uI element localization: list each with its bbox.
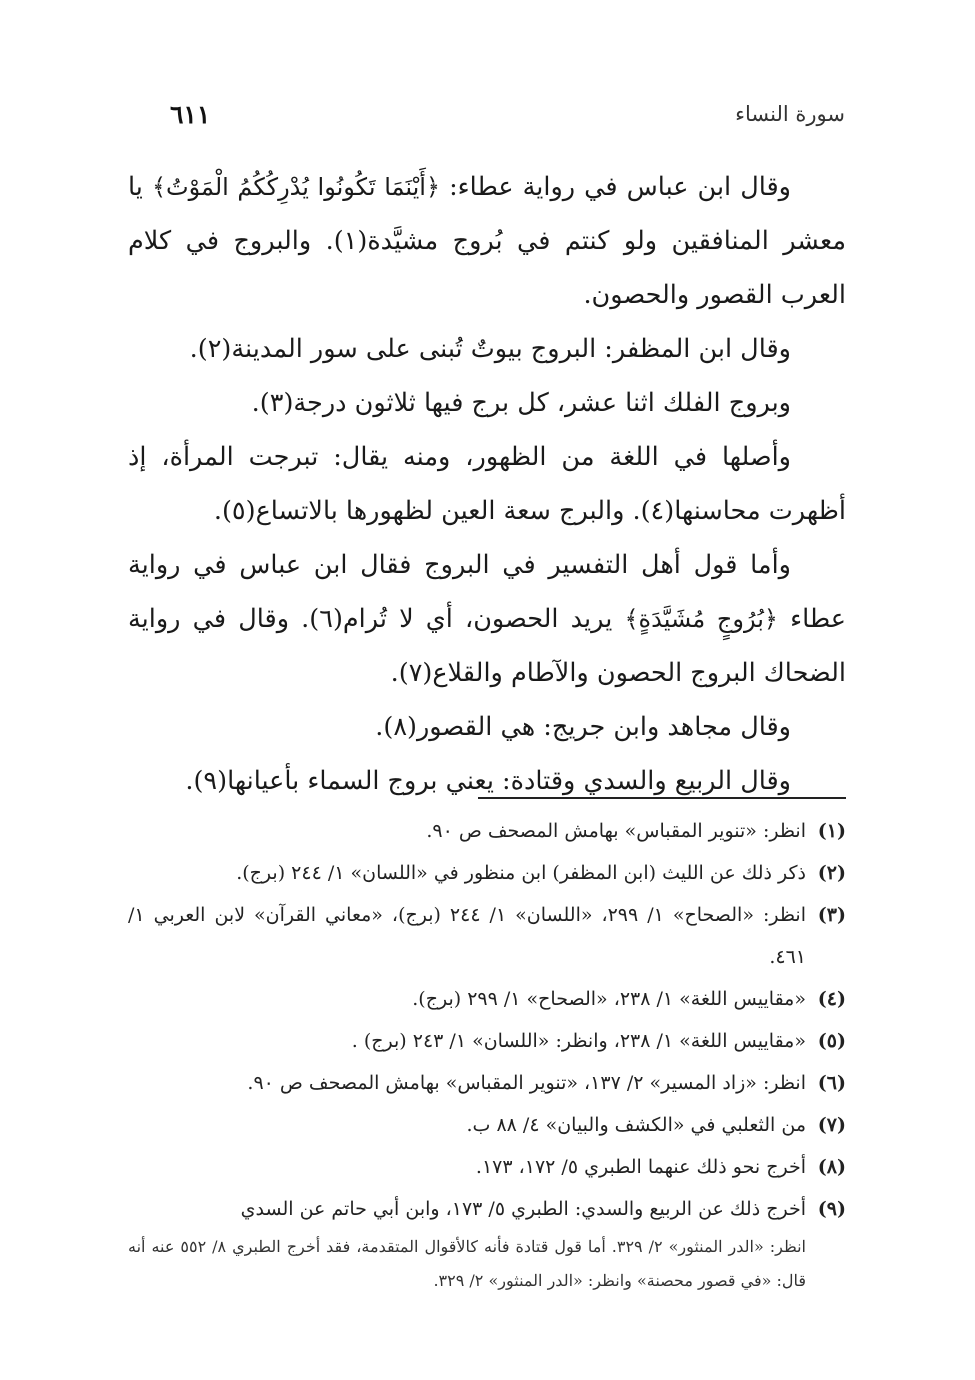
footnote-2: (٢) ذكر ذلك عن الليث (ابن المظفر) ابن منظور في «اللسان» ١/ ٢٤٤ (برج). <box>236 862 846 884</box>
footnote-8: (٨) أخرج نحو ذلك عنهما الطبري ٥/ ١٧٢، ١٧٣. <box>475 1156 846 1178</box>
paragraph-4: وأصلها في اللغة من الظهور، ومنه يقال: تبرجت المرأة، إذ أظهرت محاسنها(٤). والبرج سعة العين لظهورها بالاتساع(٥). <box>128 442 846 526</box>
footnote-4: (٤) «مقاييس اللغة» ١/ ٢٣٨، «الصحاح» ١/ ٢٩٩ (برج). <box>412 988 846 1010</box>
paragraph-7: وقال الربيع والسدي وقتادة: يعني بروج السماء بأعيانها(٩). <box>185 766 791 796</box>
quran-verse: ﴿بُرُوجٍ مُشَيَّدَةٍ﴾ <box>624 605 778 633</box>
footnotes <box>128 810 846 1298</box>
footnote-3: (٣) انظر: «الصحاح» ١/ ٢٩٩، «اللسان» ١/ ٢٤٤ (برج)، «معاني القرآن» لابن العربي ١/ ٤٦١. <box>128 904 846 968</box>
surah-title: سورة النساء <box>735 102 845 126</box>
paragraph-6: وقال مجاهد وابن جريج: هي القصور(٨). <box>375 712 791 742</box>
page-number: ٦١١ <box>170 100 211 129</box>
paragraph-3: وبروج الفلك اثنا عشر، كل برج فيها ثلاثون درجة(٣). <box>251 388 791 418</box>
footnote-1: (١) انظر: «تنوير المقباس» بهامش المصحف ص ٩٠. <box>426 820 846 842</box>
paragraph-5: وأما قول أهل التفسير في البروج فقال ابن عباس في رواية عطاء ﴿بُرُوجٍ مُشَيَّدَةٍ﴾ يريد الحصون، أي لا تُرام(٦). وقال في رواية الضحاك البروج الحصون والآطام والقلاع(٧). <box>128 550 846 688</box>
footnote-7: (٧) من الثعلبي في «الكشف والبيان» ٤/ ٨٨ ب. <box>466 1114 846 1136</box>
paragraph-2: وقال ابن المظفر: البروج بيوتٌ تُبنى على سور المدينة(٢). <box>189 334 791 364</box>
footnote-9-continued: انظر: «الدر المنثور» ٢/ ٣٢٩. أما قول قتادة فأنه كالأقوال المتقدمة، فقد أخرج الطبري ٨/ ٥٥٢ عنه أنه قال: «في قصور محصنة» وانظر: «الدر المنثور» ٢/ ٣٢٩. <box>128 1237 806 1290</box>
paragraph-1: وقال ابن عباس في رواية عطاء: ﴿أَيْنَمَا تَكُونُوا يُدْرِكُكُمُ الْمَوْتُ﴾ يا معشر المنافقين ولو كنتم في بُروج مشيَّدة(١). والبروج في كلام العرب القصور والحصون. <box>128 172 846 310</box>
page-header <box>130 100 845 140</box>
main-text <box>128 160 846 808</box>
footnote-6: (٦) انظر: «زاد المسير» ٢/ ١٣٧، «تنوير المقباس» بهامش المصحف ص ٩٠. <box>247 1072 846 1094</box>
footnote-divider <box>478 797 846 799</box>
quran-verse: ﴿أَيْنَمَا تَكُونُوا يُدْرِكُكُمُ الْمَوْتُ﴾ <box>151 173 441 201</box>
footnote-5: (٥) «مقاييس اللغة» ١/ ٢٣٨، وانظر: «اللسان» ١/ ٢٤٣ (برج) . <box>351 1030 846 1052</box>
footnote-9: (٩) أخرج ذلك عن الربيع والسدي: الطبري ٥/ ١٧٣، وابن أبي حاتم عن السدي <box>240 1198 846 1220</box>
